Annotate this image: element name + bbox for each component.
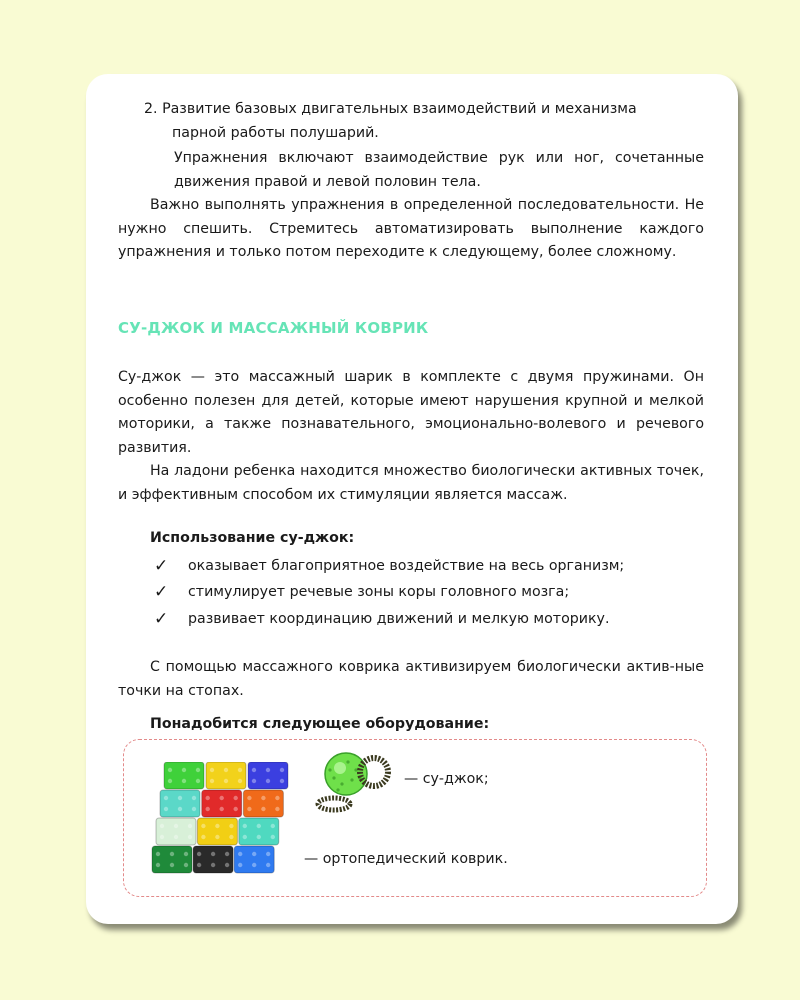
mat-tile-bump <box>229 835 233 839</box>
check-icon: ✓ <box>154 608 169 629</box>
mat-tile <box>156 818 196 845</box>
mat-tile-bump <box>261 796 265 800</box>
mat-tile <box>193 846 233 873</box>
mat-tile-bump <box>164 807 168 811</box>
mat-tile-bump <box>215 835 219 839</box>
orthopedic-mat-image <box>144 762 294 878</box>
mat-tile-bump <box>224 779 228 783</box>
mat-tile <box>152 846 192 873</box>
page-card <box>86 74 738 924</box>
mat-tile-bump <box>266 768 270 772</box>
usage-item: ✓ развивает координацию движений и мелкую моторику. <box>118 606 704 633</box>
mat-tile-bump <box>201 824 205 828</box>
mat-tile-bump <box>257 835 261 839</box>
mat-tile-bump <box>174 824 178 828</box>
mat-tile-bump <box>156 852 160 856</box>
mat-tile-bump <box>160 835 164 839</box>
mat-tile-bump <box>196 779 200 783</box>
mat-tile-bump <box>257 824 261 828</box>
mat-tile <box>234 846 274 873</box>
equipment-heading: Понадобится следующее оборудование: <box>150 716 490 732</box>
mat-tile-bump <box>201 835 205 839</box>
mat-tile-bump <box>206 796 210 800</box>
mat-tile-bump <box>238 768 242 772</box>
mat-tile-bump <box>266 852 270 856</box>
usage-item: ✓ оказывает благоприятное воздействие на весь организм; <box>118 553 704 580</box>
sujok-content <box>118 366 704 737</box>
mat-tile-bump <box>174 835 178 839</box>
mat-tile-bump <box>211 863 215 867</box>
mat-tile <box>160 790 200 817</box>
sujok-label: — су-джок; <box>404 771 489 787</box>
mat-tile-bump <box>188 824 192 828</box>
section-title: СУ-ДЖОК И МАССАЖНЫЙ КОВРИК <box>118 319 429 337</box>
mat-tile-bump <box>243 824 247 828</box>
mat-tile-bump <box>170 852 174 856</box>
mat-tile-bump <box>252 768 256 772</box>
mat-tile-bump <box>275 796 279 800</box>
text-content <box>118 98 704 265</box>
mat-tile-bump <box>234 796 238 800</box>
mat-tile <box>206 762 246 789</box>
mat-tile-bump <box>266 779 270 783</box>
mat-tile-bump <box>184 852 188 856</box>
mat-tile-bump <box>252 779 256 783</box>
mat-tile-bump <box>225 852 229 856</box>
mat-tile-bump <box>225 863 229 867</box>
list-item-2 <box>118 98 704 145</box>
mat-tile-bump <box>238 779 242 783</box>
mat-tile-bump <box>206 807 210 811</box>
mat-tile-bump <box>220 796 224 800</box>
sujok-paragraph-2: На ладони ребенка находится множество биологически активных точек, и эффективным способом их стимуляции является массаж. <box>118 463 704 503</box>
mat-tile <box>243 790 283 817</box>
mat-tile-bump <box>261 807 265 811</box>
mat-tile <box>164 762 204 789</box>
list-item-2-line2: парной работы полушарий. <box>172 124 379 141</box>
equipment-box <box>123 739 707 897</box>
mat-tile-bump <box>160 824 164 828</box>
mat-tile-bump <box>247 807 251 811</box>
mat-tile-bump <box>280 768 284 772</box>
mat-tile <box>248 762 288 789</box>
mat-tile-bump <box>188 835 192 839</box>
mat-tile-bump <box>247 796 251 800</box>
check-icon: ✓ <box>154 555 169 576</box>
mat-tile-bump <box>197 863 201 867</box>
list-item-2-line1: Развитие базовых двигательных взаимодействий и механизма <box>162 101 637 117</box>
mat-tile <box>239 818 279 845</box>
mat-tile-bump <box>243 835 247 839</box>
mat-tile-bump <box>238 852 242 856</box>
mat-tile-bump <box>220 807 224 811</box>
mat-tile-bump <box>280 779 284 783</box>
mat-tile-bump <box>168 768 172 772</box>
mat-tile-bump <box>266 863 270 867</box>
mat-tile-bump <box>275 807 279 811</box>
list-number: 2. <box>144 101 158 117</box>
mat-paragraph: С помощью массажного коврика активизируем биологически актив-ные точки на стопах. <box>118 659 704 699</box>
mat-tile-bump <box>182 768 186 772</box>
mat-tile-bump <box>178 796 182 800</box>
mat-tile-bump <box>252 863 256 867</box>
mat-tile-bump <box>210 768 214 772</box>
mat-tile-bump <box>197 852 201 856</box>
sujok-paragraph-1: Су-джок — это массажный шарик в комплекте с двумя пружинами. Он особенно полезен для детей, которые имеют нарушения крупной и мелкой моторики, а также познавательного, эмоционально-волевого и речевого развития. <box>118 369 704 456</box>
list-item-2-description: Упражнения включают взаимодействие рук или ног, сочетанные движения правой и левой половин тела. <box>174 150 704 190</box>
intro-paragraph: Важно выполнять упражнения в определенной последовательности. Не нужно спешить. Стремитесь автоматизировать выполнение каждого упражнения и только потом переходите к следующему, более сложному. <box>118 197 704 260</box>
mat-tile <box>202 790 242 817</box>
mat-tile-bump <box>210 779 214 783</box>
mat-tile-bump <box>184 863 188 867</box>
mat-tile-bump <box>211 852 215 856</box>
sujok-ball-image <box>312 750 396 814</box>
mat-tile <box>197 818 237 845</box>
mat-tiles <box>152 762 288 873</box>
mat-tile-bump <box>238 863 242 867</box>
usage-list <box>118 553 704 633</box>
mat-tile-bump <box>271 835 275 839</box>
mat-tile-bump <box>178 807 182 811</box>
mat-tile-bump <box>170 863 174 867</box>
mat-tile-bump <box>168 779 172 783</box>
mat-tile-bump <box>271 824 275 828</box>
mat-tile-bump <box>164 796 168 800</box>
check-icon: ✓ <box>154 582 169 602</box>
usage-item: ✓ стимулирует речевые зоны коры головного мозга; <box>118 579 704 606</box>
mat-tile-bump <box>215 824 219 828</box>
mat-tile-bump <box>229 824 233 828</box>
mat-tile-bump <box>156 863 160 867</box>
mat-tile-bump <box>252 852 256 856</box>
mat-tile-bump <box>234 807 238 811</box>
mat-tile-bump <box>192 796 196 800</box>
mat-tile-bump <box>196 768 200 772</box>
mat-tile-bump <box>224 768 228 772</box>
usage-heading: Использование су-джок: <box>150 530 355 546</box>
mat-tile-bump <box>182 779 186 783</box>
mat-tile-bump <box>192 807 196 811</box>
mat-label: — ортопедический коврик. <box>304 851 508 867</box>
